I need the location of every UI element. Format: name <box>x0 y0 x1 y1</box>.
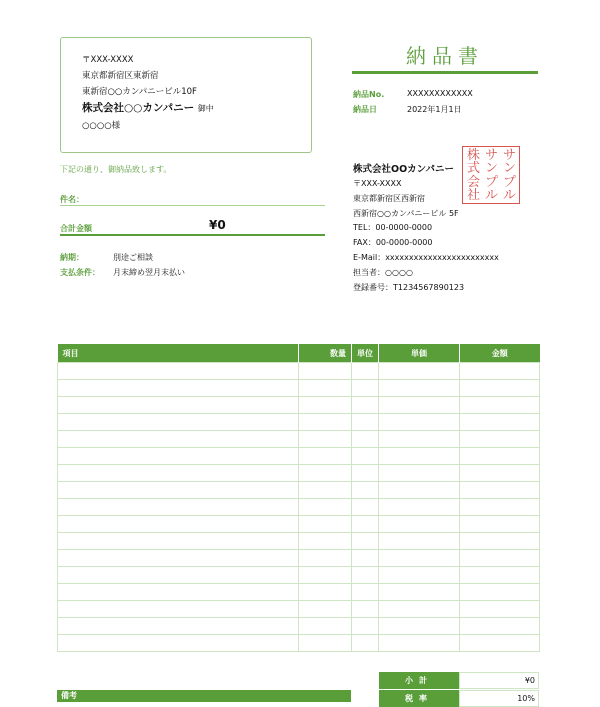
cell-quantity[interactable] <box>299 499 352 516</box>
cell-unit[interactable] <box>352 618 379 635</box>
table-row <box>58 584 540 601</box>
cell-item[interactable] <box>58 584 299 601</box>
subject-label: 件名： <box>60 195 84 204</box>
table-row <box>58 465 540 482</box>
cell-unit-price[interactable] <box>379 533 460 550</box>
sender-address-line1: 東京都新宿区西新宿 <box>353 194 425 203</box>
cell-quantity[interactable] <box>299 550 352 567</box>
cell-unit-price[interactable] <box>379 601 460 618</box>
cell-unit[interactable] <box>352 516 379 533</box>
cell-item[interactable] <box>58 482 299 499</box>
table-row <box>58 550 540 567</box>
cell-unit[interactable] <box>352 635 379 652</box>
cell-amount[interactable] <box>460 635 540 652</box>
items-table <box>57 344 540 652</box>
table-row <box>58 567 540 584</box>
stamp-text-col2: サ ン プ ル <box>484 148 498 203</box>
sender-company: 株式会社OOカンパニー <box>353 164 454 175</box>
cell-amount[interactable] <box>460 516 540 533</box>
cell-unit[interactable] <box>352 567 379 584</box>
col-header-item: 項目 <box>58 344 299 363</box>
delivery-date-label: 納品日 <box>353 105 377 114</box>
cell-unit[interactable] <box>352 414 379 431</box>
tax-rate-label: 税率 <box>379 690 459 707</box>
cell-amount[interactable] <box>460 618 540 635</box>
recipient-honorific: 御中 <box>197 104 214 113</box>
cell-unit[interactable] <box>352 363 379 380</box>
cell-amount[interactable] <box>460 465 540 482</box>
cell-item[interactable] <box>58 499 299 516</box>
cell-unit-price[interactable] <box>379 550 460 567</box>
table-row <box>58 499 540 516</box>
table-row <box>58 380 540 397</box>
cell-item[interactable] <box>58 533 299 550</box>
table-row <box>58 482 540 499</box>
document-title: 納品書 <box>406 44 484 68</box>
cell-amount[interactable] <box>460 397 540 414</box>
cell-quantity[interactable] <box>299 448 352 465</box>
cell-unit-price[interactable] <box>379 363 460 380</box>
cell-quantity[interactable] <box>299 618 352 635</box>
cell-amount[interactable] <box>460 380 540 397</box>
cell-unit[interactable] <box>352 499 379 516</box>
items-body <box>58 363 540 652</box>
col-header-unit: 単位 <box>352 344 379 363</box>
table-row <box>58 363 540 380</box>
cell-unit-price[interactable] <box>379 584 460 601</box>
cell-unit[interactable] <box>352 448 379 465</box>
cell-item[interactable] <box>58 618 299 635</box>
cell-quantity[interactable] <box>299 414 352 431</box>
cell-unit[interactable] <box>352 380 379 397</box>
col-header-unit-price: 単価 <box>379 344 460 363</box>
cell-amount[interactable] <box>460 567 540 584</box>
cell-amount[interactable] <box>460 448 540 465</box>
cell-item[interactable] <box>58 601 299 618</box>
sender-email: E-Mail：xxxxxxxxxxxxxxxxxxxxxxxx <box>353 253 499 262</box>
cell-item[interactable] <box>58 635 299 652</box>
delivery-term-label: 納期： <box>60 253 84 262</box>
cell-unit[interactable] <box>352 465 379 482</box>
table-row <box>58 533 540 550</box>
table-row <box>58 516 540 533</box>
cell-quantity[interactable] <box>299 363 352 380</box>
remarks-header: 備考 <box>57 690 351 702</box>
cell-quantity[interactable] <box>299 584 352 601</box>
cell-unit-price[interactable] <box>379 499 460 516</box>
cell-amount[interactable] <box>460 550 540 567</box>
delivery-no-label: 納品No. <box>353 90 385 99</box>
cell-item[interactable] <box>58 448 299 465</box>
cell-unit-price[interactable] <box>379 567 460 584</box>
cell-quantity[interactable] <box>299 431 352 448</box>
cell-quantity[interactable] <box>299 516 352 533</box>
delivery-term-value: 別途ご相談 <box>113 253 153 262</box>
cell-item[interactable] <box>58 380 299 397</box>
cell-unit-price[interactable] <box>379 414 460 431</box>
payment-term-label: 支払条件： <box>60 268 100 277</box>
subject-underline <box>60 205 325 206</box>
cell-quantity[interactable] <box>299 397 352 414</box>
cell-quantity[interactable] <box>299 465 352 482</box>
cell-unit-price[interactable] <box>379 516 460 533</box>
cell-unit-price[interactable] <box>379 482 460 499</box>
payment-term-value: 月末締め翌月末払い <box>113 268 185 277</box>
cell-quantity[interactable] <box>299 380 352 397</box>
recipient-company-line <box>82 100 214 115</box>
cell-unit[interactable] <box>352 533 379 550</box>
cell-unit[interactable] <box>352 482 379 499</box>
table-row <box>58 414 540 431</box>
cell-unit-price[interactable] <box>379 465 460 482</box>
table-row <box>58 448 540 465</box>
col-header-quantity: 数量 <box>299 344 352 363</box>
cell-unit-price[interactable] <box>379 618 460 635</box>
table-row <box>58 397 540 414</box>
sender-postal: 〒XXX-XXXX <box>353 179 402 188</box>
table-row <box>58 635 540 652</box>
subtotal-value: ¥0 <box>459 672 539 689</box>
intro-text: 下記の通り、御納品致します。 <box>60 165 172 174</box>
cell-unit-price[interactable] <box>379 380 460 397</box>
recipient-address-line1: 東京都新宿区東新宿 <box>82 71 159 81</box>
subtotal-label: 小計 <box>379 672 459 689</box>
tax-rate-value: 10% <box>459 690 539 707</box>
cell-quantity[interactable] <box>299 635 352 652</box>
cell-unit-price[interactable] <box>379 431 460 448</box>
recipient-company: 株式会社○○カンパニー <box>82 102 195 114</box>
stamp-text-col1: サ ン プ ル <box>502 148 516 203</box>
col-header-amount: 金額 <box>460 344 540 363</box>
cell-amount[interactable] <box>460 414 540 431</box>
sender-registration: 登録番号：T1234567890123 <box>353 283 465 292</box>
recipient-postal: 〒XXX-XXXX <box>82 55 134 65</box>
table-row <box>58 601 540 618</box>
delivery-date-value: 2022年1月1日 <box>407 105 462 114</box>
cell-quantity[interactable] <box>299 533 352 550</box>
recipient-address-line2: 東新宿○○カンパニービル10F <box>82 87 197 97</box>
cell-item[interactable] <box>58 465 299 482</box>
delivery-no-value: XXXXXXXXXXXX <box>407 89 473 98</box>
cell-amount[interactable] <box>460 533 540 550</box>
stamp-text-col3: 株 式 会 社 <box>466 148 480 203</box>
cell-item[interactable] <box>58 550 299 567</box>
cell-unit-price[interactable] <box>379 397 460 414</box>
cell-amount[interactable] <box>460 431 540 448</box>
total-value: ¥0 <box>209 218 226 232</box>
items-header-row <box>58 344 540 363</box>
cell-unit[interactable] <box>352 397 379 414</box>
cell-unit[interactable] <box>352 584 379 601</box>
cell-item[interactable] <box>58 363 299 380</box>
cell-amount[interactable] <box>460 499 540 516</box>
table-row <box>58 431 540 448</box>
cell-item[interactable] <box>58 414 299 431</box>
cell-unit[interactable] <box>352 601 379 618</box>
cell-amount[interactable] <box>460 601 540 618</box>
cell-unit-price[interactable] <box>379 635 460 652</box>
cell-item[interactable] <box>58 431 299 448</box>
recipient-address-box <box>60 37 312 153</box>
total-label: 合計金額 <box>60 224 92 233</box>
cell-unit-price[interactable] <box>379 448 460 465</box>
table-row <box>58 618 540 635</box>
cell-item[interactable] <box>58 397 299 414</box>
cell-amount[interactable] <box>460 482 540 499</box>
sender-address-line2: 西新宿○○カンパニービル 5F <box>353 209 459 218</box>
sender-tel: TEL：00-0000-0000 <box>353 223 433 232</box>
sender-fax: FAX：00-0000-0000 <box>353 238 433 247</box>
total-underline <box>60 234 325 236</box>
company-seal-stamp <box>462 146 520 204</box>
recipient-person: ○○○○様 <box>82 121 121 131</box>
cell-unit[interactable] <box>352 431 379 448</box>
sender-contact: 担当者：○○○○ <box>353 268 413 277</box>
cell-quantity[interactable] <box>299 601 352 618</box>
cell-amount[interactable] <box>460 363 540 380</box>
cell-quantity[interactable] <box>299 482 352 499</box>
title-underline <box>352 71 538 74</box>
cell-amount[interactable] <box>460 584 540 601</box>
cell-item[interactable] <box>58 516 299 533</box>
cell-item[interactable] <box>58 567 299 584</box>
cell-unit[interactable] <box>352 550 379 567</box>
cell-quantity[interactable] <box>299 567 352 584</box>
